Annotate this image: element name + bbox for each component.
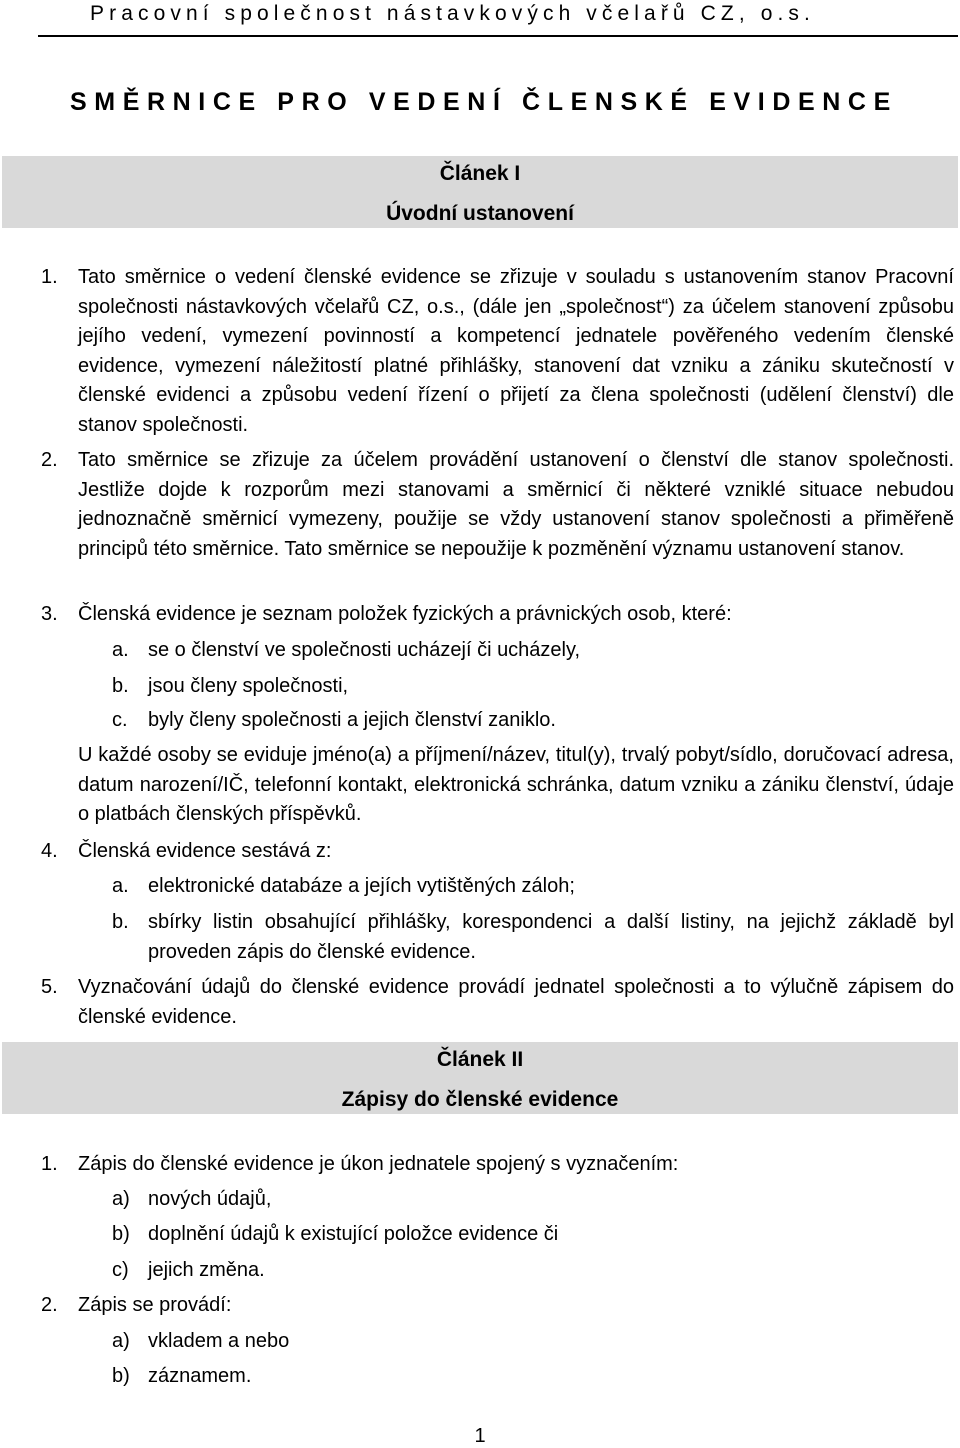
sub-text: byly členy společnosti a jejich členství zaniklo.	[148, 709, 556, 731]
article-1-item-3-paragraph: U každé osoby se eviduje jméno(a) a příjmení/název, titul(y), trvalý pobyt/sídlo, doručovací adresa, datum narození/IČ, telefonní kontakt, elektronická schránka, datum vzniku a zániku členství, údaje o platbách členských příspěvků.	[78, 744, 954, 826]
sub-text: jejich změna.	[148, 1259, 265, 1281]
article-2-item-1-sub-a	[112, 1185, 954, 1215]
article-1-item-1	[41, 263, 954, 441]
item-number: 2.	[41, 449, 58, 471]
article-1-item-3-sub-c	[112, 706, 954, 736]
item-text: Zápis se provádí:	[78, 1294, 232, 1316]
article-2-number: Článek II	[436, 1048, 524, 1071]
item-text: Tato směrnice o vedení členské evidence se zřizuje v souladu s ustanovením stanov Pracovní společnosti nástavkových včelařů CZ, o.s., (dále jen „společnost“) za účelem stanovení způsobu jejího vedení, vymezení povinností a kompetencí jednatele pověřeného vedením členské evidence, vymezení náležitostí platné přihlášky, stanovení dat vzniku a zániku skutečností v členské evidenci a způsobu vedení řízení o přijetí za člena společnosti (udělení členství) dle stanov společnosti.	[78, 266, 954, 436]
article-1-item-3-sub-a	[112, 636, 954, 666]
item-number: 2.	[41, 1294, 58, 1316]
company-header: Pracovní společnost nástavkových včelařů CZ, o.s.	[90, 2, 815, 25]
sub-label: a.	[112, 875, 129, 897]
sub-text: záznamem.	[148, 1365, 252, 1387]
sub-label: a)	[112, 1188, 130, 1210]
sub-text: nových údajů,	[148, 1188, 272, 1210]
article-1-item-3	[41, 600, 954, 630]
item-text: Tato směrnice se zřizuje za účelem provádění ustanovení o členství dle stanov společnosti. Jestliže dojde k rozporům mezi stanovami a směrnicí či některé vzniklé situace nebudou jednoznačně směrnicí vymezeny, použije se vždy ustanovení stanov společnosti a přiměřeně principů této směrnice. Tato směrnice se nepoužije k pozměnění významu ustanovení stanov.	[78, 449, 954, 560]
item-number: 4.	[41, 840, 58, 862]
document-title: SMĚRNICE PRO VEDENÍ ČLENSKÉ EVIDENCE	[70, 88, 898, 116]
item-text: Vyznačování údajů do členské evidence provádí jednatel společnosti a to výlučně zápisem do členské evidence.	[78, 976, 954, 1028]
article-2-item-2	[41, 1291, 954, 1321]
sub-text: jsou členy společnosti,	[148, 675, 349, 697]
sub-text: sbírky listin obsahující přihlášky, korespondenci a další listiny, na jejichž základě byl proveden zápis do členské evidence.	[148, 911, 954, 963]
sub-label: b.	[112, 911, 129, 933]
item-number: 5.	[41, 976, 58, 998]
sub-text: se o členství ve společnosti ucházejí či ucházely,	[148, 639, 581, 661]
sub-label: b)	[112, 1365, 130, 1387]
sub-label: c)	[112, 1259, 129, 1281]
article-2-item-1-sub-b	[112, 1220, 954, 1250]
item-text: Členská evidence sestává z:	[78, 840, 332, 862]
sub-label: c.	[112, 709, 128, 731]
item-number: 3.	[41, 603, 58, 625]
header-rule	[38, 35, 958, 37]
article-1-item-4	[41, 837, 954, 867]
article-1-heading-band	[2, 156, 958, 228]
article-2-item-2-sub-a	[112, 1327, 954, 1357]
item-number: 1.	[41, 266, 58, 288]
article-2-heading-band	[2, 1042, 958, 1114]
sub-text: doplnění údajů k existující položce evidence či	[148, 1223, 559, 1245]
article-1-item-2	[41, 446, 954, 564]
sub-label: b.	[112, 675, 129, 697]
sub-label: a.	[112, 639, 129, 661]
article-1-item-4-sub-a	[112, 872, 954, 902]
article-1-item-3-sub-b	[112, 672, 954, 702]
sub-label: a)	[112, 1330, 130, 1352]
article-2-item-1-sub-c	[112, 1256, 954, 1286]
sub-text: vkladem a nebo	[148, 1330, 290, 1352]
item-text: Členská evidence je seznam položek fyzických a právnických osob, které:	[78, 603, 732, 625]
article-2-item-2-sub-b	[112, 1362, 954, 1392]
article-2-item-1	[41, 1150, 954, 1180]
article-1-title: Úvodní ustanovení	[386, 202, 574, 225]
item-text: Zápis do členské evidence je úkon jednatele spojený s vyznačením:	[78, 1153, 679, 1175]
article-1-number: Článek I	[439, 162, 521, 185]
sub-text: elektronické databáze a jejích vytištěných záloh;	[148, 875, 575, 897]
article-1-item-4-sub-b	[112, 908, 954, 967]
article-1-item-5	[41, 973, 954, 1032]
sub-label: b)	[112, 1223, 130, 1245]
item-number: 1.	[41, 1153, 58, 1175]
article-2-title: Zápisy do členské evidence	[341, 1088, 619, 1111]
page-number: 1	[474, 1425, 486, 1447]
